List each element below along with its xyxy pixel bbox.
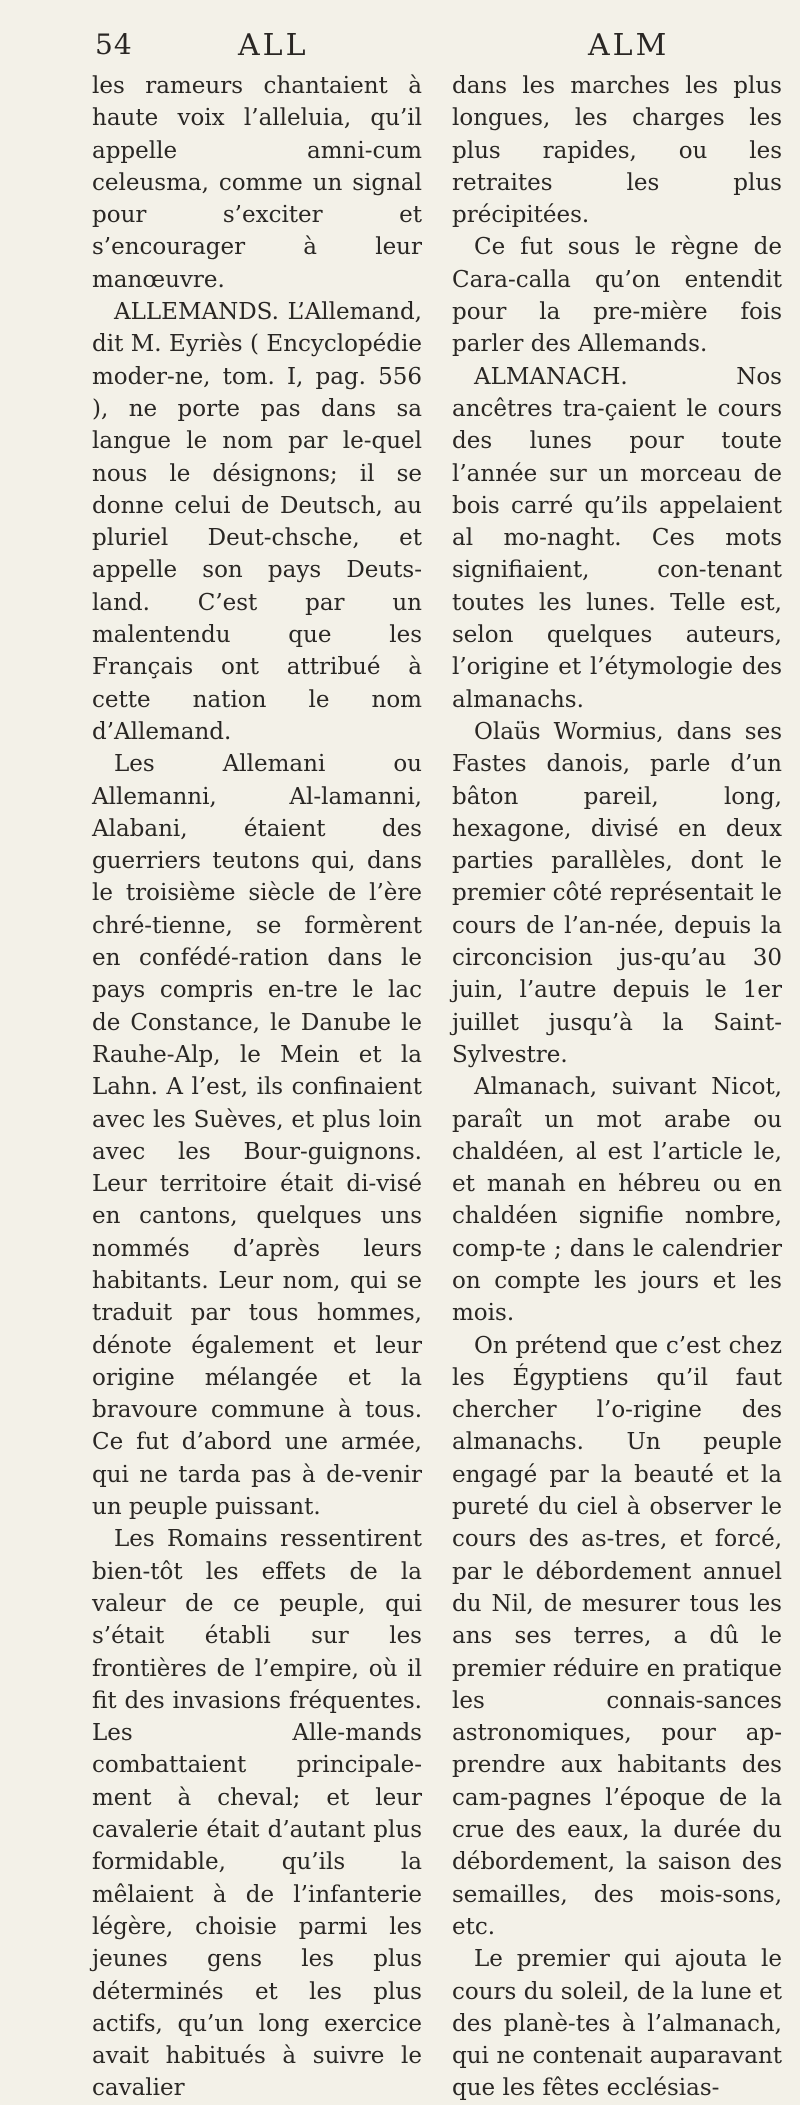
paragraph-almanach-entry: ALMANACH. Nos ancêtres tra-çaient le cours des lunes pour toute l’année sur un morceau de bois carré qu’ils appelaient al mo-naght. Ces mots signifiaient, con-tenant toutes les lunes. Telle est, selon quelques auteurs, l’origine et l’étymologie des almanachs. [452, 363, 782, 713]
paragraph: Olaüs Wormius, dans ses Fastes danois, parle d’un bâton pareil, long, hexagone, divisé en deux parties parallèles, dont le premier côté représentait le cours de l’an-née, depuis la circoncision jus-qu’au 30 juin, l’autre depuis le 1er juillet jusqu’à la Saint-Sylvestre. [452, 718, 782, 1068]
running-header [0, 22, 800, 66]
paragraph: Almanach, suivant Nicot, paraît un mot arabe ou chaldéen, al est l’article le, et manah en hébreu ou en chaldéen signifie nombre, comp-te ; dans le calendrier on compte les jours et les mois. [452, 1074, 782, 1327]
paragraph-allemands-entry: ALLEMANDS. L’Allemand, dit M. Eyriès ( Encyclopédie moder-ne, tom. I, pag. 556 ), ne porte pas dans sa langue le nom par le-quel nous le désignons; il se donne celui de Deutsch, au pluriel Deut-chsche, et appelle son pays Deuts-land. C’est par un malentendu que les Français ont attribué à cette nation le nom d’Allemand. [92, 299, 422, 745]
paragraph: Les Allemani ou Allemanni, Al-lamanni, Alabani, étaient des guerriers teutons qui, dans le troisième siècle de l’ère chré-tienne, se formèrent en confédé-ration dans le pays compris en-tre le lac de Constance, le Danube le Rauhe-Alp, le Mein et la Lahn. A l’est, ils confinaient avec les Suèves, et plus loin avec les Bour-guignons. Leur territoire était di-visé en cantons, quelques uns nommés d’après leurs habitants. Leur nom, qui se traduit par tous hommes, dénote également et leur origine mélangée et la bravoure commune à tous. Ce fut d’abord une armée, qui ne tarda pas à de-venir un peuple puissant. [92, 751, 422, 1521]
right-column [452, 70, 782, 2105]
paragraph: Ce fut sous le règne de Cara-calla qu’on entendit pour la pre-mière fois parler des Allemands. [452, 234, 782, 358]
paragraph: Les Romains ressentirent bien-tôt les effets de la valeur de ce peuple, qui s’était établi sur les frontières de l’empire, où il fit des invasions fréquentes. Les Alle-mands combattaient principale-ment à cheval; et leur cavalerie était d’autant plus formidable, qu’ils la mêlaient à de l’infanterie légère, choisie parmi les jeunes gens les plus déterminés et les plus actifs, qu’un long exercice avait habitués à suivre le cavalier [92, 1526, 422, 2102]
paragraph: dans les marches les plus longues, les charges les plus rapides, ou les retraites les plus précipitées. [452, 73, 782, 229]
paragraph: les rameurs chantaient à haute voix l’alleluia, qu’il appelle amni-cum celeusma, comme un signal pour s’exciter et s’encourager à leur manœuvre. [92, 73, 422, 293]
left-running-head: ALL [238, 28, 309, 63]
left-column [92, 70, 422, 2105]
paragraph: Le premier qui ajouta le cours du soleil, de la lune et des planè-tes à l’almanach, qui ne contenait auparavant que les fêtes ecclésias- [452, 1946, 782, 2102]
right-running-head: ALM [588, 28, 670, 63]
paragraph: On prétend que c’est chez les Égyptiens qu’il faut chercher l’o-rigine des almanachs. Un peuple engagé par la beauté et la pureté du ciel à observer le cours des as-tres, et forcé, par le débordement annuel du Nil, de mesurer tous les ans ses terres, a dû le premier réduire en pratique les connais-sances astronomiques, pour ap-prendre aux habitants des cam-pagnes l’époque de la crue des eaux, la durée du débordement, la saison des semailles, des mois-sons, etc. [452, 1332, 782, 1940]
page-number: 54 [95, 28, 133, 61]
